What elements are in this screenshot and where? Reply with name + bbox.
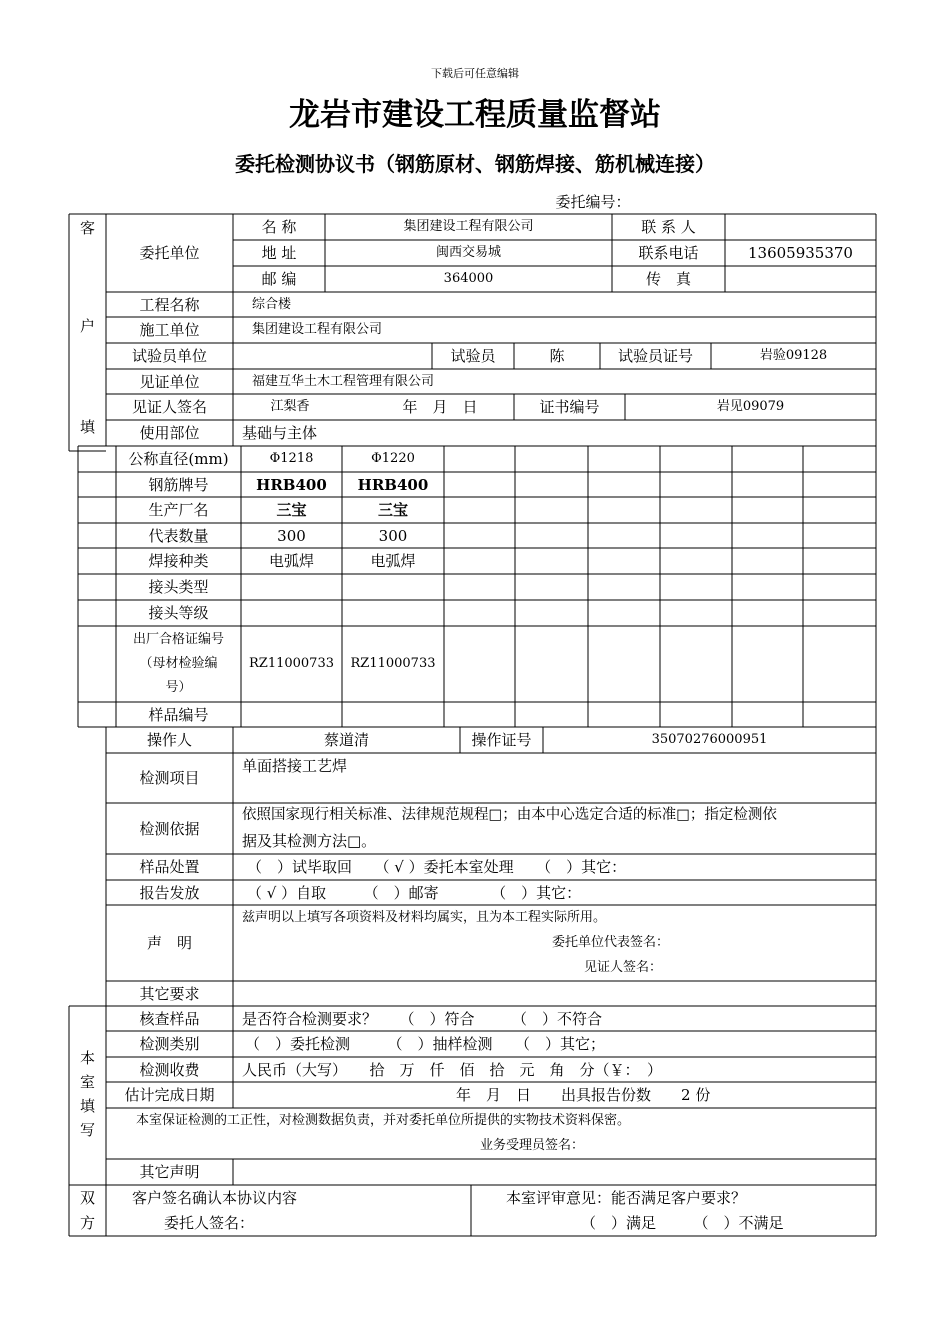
witness-sign-value: 江梨香 [270, 399, 310, 415]
lab-section-char: 填 [79, 1097, 95, 1115]
test-item-value: 单面搭接工艺焊 [242, 757, 348, 775]
cert-label-line: 出厂合格证编号 [132, 632, 224, 647]
use-part-value: 基础与主体 [242, 424, 318, 442]
sample-row-label: 代表数量 [148, 526, 209, 545]
report-value: （ √ ）自取 （ ）邮寄 （ ）其它： [247, 883, 582, 902]
page-title: 龙岩市建设工程质量监督站 [289, 97, 661, 134]
col2-grade: HRB400 [357, 475, 429, 494]
phone-value: 13605935370 [748, 244, 853, 262]
fee-value: 人民币（大写） 拾 万 仟 佰 拾 元 角 分（￥： ） [242, 1060, 663, 1079]
address-value: 闽西交易城 [435, 245, 501, 261]
entrust-unit-label: 委托单位 [139, 244, 200, 262]
col1-maker: 三宝 [276, 501, 307, 519]
basis-line-2: 据及其检测方法□。 [242, 832, 377, 850]
client-section-char-1: 客 [79, 219, 95, 237]
col2-cert: RZ11000733 [350, 656, 436, 672]
guarantee-line: 本室保证检测的工正性，对检测数据负责，并对委托单位所提供的实物技术资料保密。 [136, 1113, 631, 1129]
sample-row-label: 焊接种类 [148, 552, 209, 570]
finish-label: 估计完成日期 [124, 1086, 215, 1104]
cert-label-line: （母材检验编 [139, 656, 218, 671]
phone-label: 联系电话 [638, 244, 699, 262]
fax-value [725, 266, 876, 292]
basis-label: 检测依据 [139, 819, 200, 838]
both-section-char-1: 双 [79, 1189, 95, 1207]
tester-cert-label: 试验员证号 [617, 347, 693, 365]
sample-row-label: 生产厂名 [148, 501, 209, 519]
other-req-label: 其它要求 [139, 984, 200, 1003]
fee-label: 检测收费 [139, 1060, 200, 1079]
cert-label-line: 号） [165, 680, 192, 695]
tester-value: 陈 [549, 347, 565, 365]
finish-value: 年 月 日 出具报告份数 2 份 [456, 1086, 711, 1104]
check-value: 是否符合检测要求？ （ ）符合 （ ）不符合 [242, 1009, 603, 1028]
statement-witness-sign: 见证人签名： [584, 960, 663, 976]
col2-weld-type: 电弧焊 [370, 552, 416, 570]
cert-no-label: 证书编号 [539, 398, 600, 416]
witness-date: 年 月 日 [402, 398, 478, 416]
test-item-label: 检测项目 [139, 769, 200, 787]
lab-section-char: 室 [79, 1073, 95, 1091]
report-label: 报告发放 [139, 883, 200, 902]
cert-row-label [116, 626, 241, 702]
fax-label: 传 真 [645, 270, 691, 288]
cert-no-value: 岩见09079 [716, 399, 785, 415]
sample-no-label: 样品编号 [148, 705, 209, 724]
basis-line-1: 依照国家现行相关标准、法律规范规程□；由本中心选定合适的标准□；指定检测依 [242, 807, 777, 824]
disposal-value: （ ）试毕取回 （ √ ）委托本室处理 （ ）其它： [247, 858, 627, 876]
top-note: 下载后可任意编辑 [431, 67, 519, 81]
lab-section-char: 本 [79, 1049, 95, 1067]
check-label: 核查样品 [139, 1009, 200, 1028]
project-label: 工程名称 [139, 295, 200, 314]
disposal-label: 样品处置 [139, 858, 200, 876]
col1-grade: HRB400 [256, 475, 327, 494]
client-sign: 委托人签名： [164, 1214, 255, 1232]
contact-value [725, 214, 876, 240]
business-sign: 业务受理员签名： [480, 1138, 585, 1154]
entrust-no-label: 委托编号： [555, 193, 631, 211]
category-label: 检测类别 [139, 1035, 200, 1053]
use-part-label: 使用部位 [139, 424, 200, 442]
name-value: 集团建设工程有限公司 [403, 219, 534, 235]
builder-label: 施工单位 [139, 321, 200, 339]
witness-sign-label: 见证人签名 [131, 398, 207, 416]
both-section-char-2: 方 [79, 1214, 95, 1232]
other-stmt-label: 其它声明 [139, 1163, 200, 1181]
col1-weld-type: 电弧焊 [268, 552, 314, 570]
contact-label: 联 系 人 [641, 218, 696, 236]
col2-quantity: 300 [378, 526, 408, 545]
category-value: （ ）委托检测 （ ）抽样检测 （ ）其它； [245, 1035, 606, 1053]
witness-unit-label: 见证单位 [139, 372, 200, 391]
col1-cert: RZ11000733 [249, 656, 334, 672]
name-label: 名 称 [261, 218, 297, 236]
lab-section-char: 写 [79, 1121, 95, 1139]
statement-label: 声 明 [146, 934, 192, 952]
sample-row-label: 公称直径(mm) [128, 450, 229, 468]
lab-options: （ ）满足 （ ）不满足 [581, 1214, 784, 1232]
col1-quantity: 300 [277, 526, 306, 545]
page-subtitle: 委托检测协议书（钢筋原材、钢筋焊接、筋机械连接） [235, 152, 715, 176]
tester-label: 试验员 [450, 347, 496, 365]
statement-client-sign: 委托单位代表签名： [552, 935, 670, 951]
col2-diameter: Φ1220 [371, 451, 415, 467]
postcode-label: 邮 编 [261, 270, 297, 288]
statement-line: 兹声明以上填写各项资料及材料均属实，且为本工程实际所用。 [242, 910, 607, 926]
op-cert-value: 35070276000951 [651, 732, 768, 748]
address-label: 地 址 [261, 244, 297, 262]
sample-row-label: 接头类型 [148, 578, 209, 596]
operator-value: 蔡道清 [323, 731, 369, 749]
client-section-char-2: 户 [79, 317, 95, 335]
witness-unit-value: 福建互华土木工程管理有限公司 [252, 373, 435, 389]
col2-maker: 三宝 [377, 501, 408, 519]
operator-label: 操作人 [146, 731, 192, 749]
builder-value: 集团建设工程有限公司 [252, 322, 383, 338]
lab-section-label [69, 1040, 106, 1148]
sample-row-label: 钢筋牌号 [148, 475, 209, 494]
op-cert-label: 操作证号 [471, 731, 532, 749]
tester-cert-value: 岩验09128 [759, 348, 828, 364]
project-value: 综合楼 [252, 296, 292, 312]
tester-unit-label: 试验员单位 [131, 347, 207, 365]
postcode-value: 364000 [443, 271, 494, 287]
client-confirm: 客户签名确认本协议内容 [132, 1189, 298, 1207]
sample-row-label: 接头等级 [148, 604, 209, 622]
lab-review: 本室评审意见：能否满足客户要求？ [506, 1189, 747, 1207]
col1-diameter: Φ1218 [269, 451, 314, 467]
client-section-char-3: 填 [79, 418, 95, 436]
